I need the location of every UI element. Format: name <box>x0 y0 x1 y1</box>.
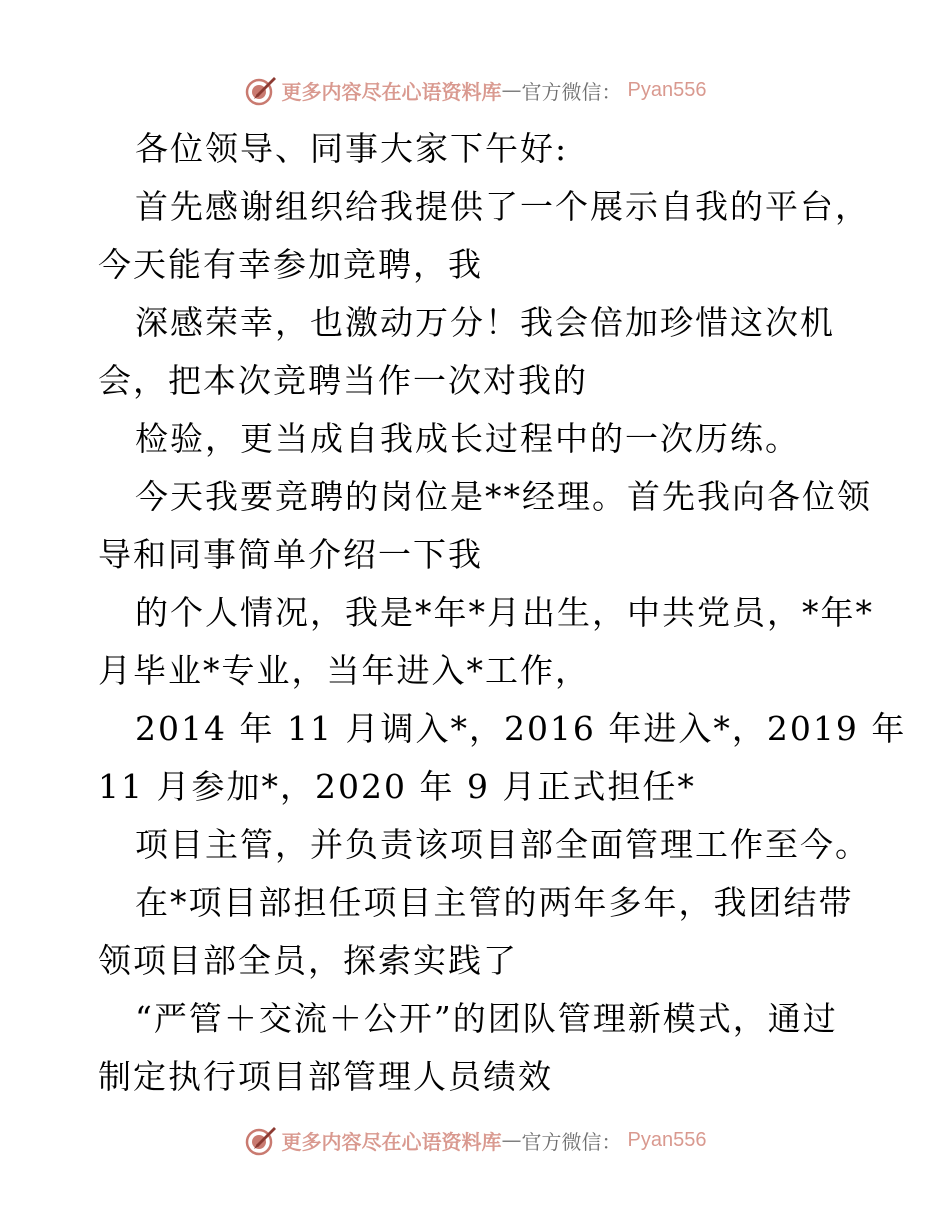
text-line: 检验，更当成自我成长过程中的一次历练。 <box>135 419 800 458</box>
watermark-official-label: 官方微信： <box>521 1129 622 1154</box>
quill-pen-seal-icon <box>244 73 278 107</box>
text-line: 项目主管，并负责该项目部全面管理工作至今。 <box>135 825 870 864</box>
watermark-separator: — <box>501 1128 522 1152</box>
text-line: 制定执行项目部管理人员绩效 <box>98 1057 553 1096</box>
text-line: 深感荣幸，也激动万分！我会倍加珍惜这次机 <box>135 303 835 342</box>
text-line: 会，把本次竞聘当作一次对我的 <box>98 361 588 400</box>
text-line: 首先感谢组织给我提供了一个展示自我的平台， <box>135 187 870 226</box>
text-line: 的个人情况，我是*年*月出生，中共党员，*年* <box>135 593 874 632</box>
watermark-wechat-id: Pyan556 <box>627 78 707 101</box>
watermark-header <box>0 72 950 108</box>
text-line: 今天能有幸参加竞聘，我 <box>98 245 483 284</box>
text-line: 今天我要竞聘的岗位是**经理。首先我向各位领 <box>135 477 872 516</box>
text-line: 11 月参加*，2020 年 9 月正式担任* <box>98 767 696 806</box>
watermark-brand-text: 更多内容尽在心语资料库 <box>281 1129 502 1154</box>
text-line: 在*项目部担任项目主管的两年多年，我团结带 <box>135 883 854 922</box>
watermark-official-label: 官方微信： <box>521 79 622 104</box>
text-line: 各位领导、同事大家下午好: <box>135 129 569 168</box>
text-line: 2014 年 11 月调入*，2016 年进入*，2019 年 <box>135 709 907 748</box>
text-line: 月毕业*专业，当年进入*工作， <box>98 651 590 690</box>
watermark-footer <box>0 1122 950 1158</box>
watermark-brand-text: 更多内容尽在心语资料库 <box>281 79 502 104</box>
watermark-wechat-id: Pyan556 <box>627 1128 707 1151</box>
text-line: 导和同事简单介绍一下我 <box>98 535 483 574</box>
watermark-separator: — <box>501 78 522 102</box>
quill-pen-seal-icon <box>244 1123 278 1157</box>
text-line: 领项目部全员，探索实践了 <box>98 941 518 980</box>
text-line: “严管＋交流＋公开”的团队管理新模式，通过 <box>135 999 838 1038</box>
